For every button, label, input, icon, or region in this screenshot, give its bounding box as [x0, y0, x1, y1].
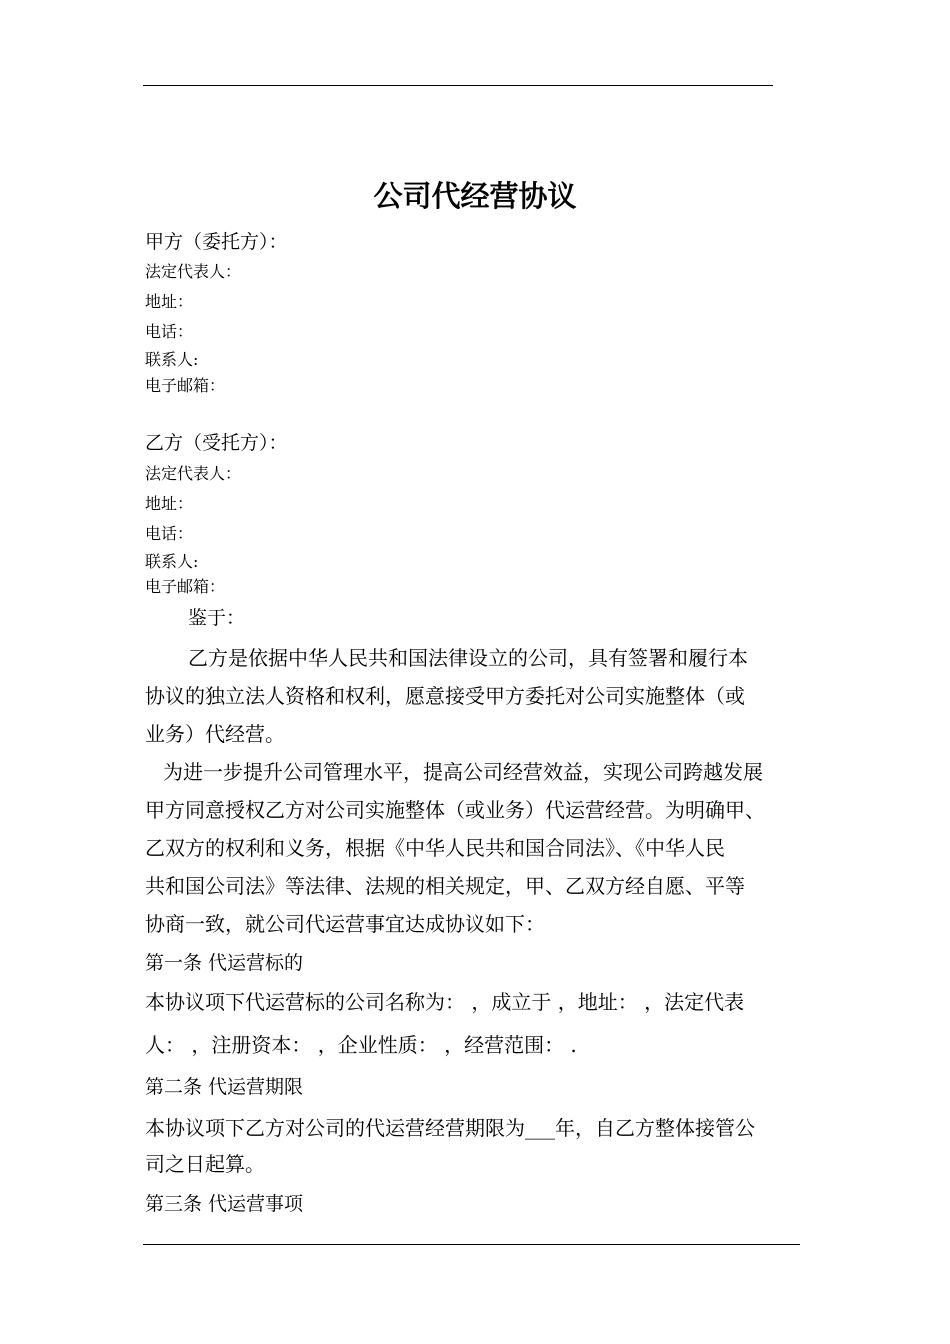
party-a-field: 地址：	[145, 292, 194, 311]
party-a-field: 电话：	[145, 322, 194, 341]
body-line: 为进一步提升公司管理水平，提高公司经营效益，实现公司跨越发展	[163, 760, 763, 784]
article-1-heading: 第一条 代运营标的	[145, 952, 304, 974]
party-a-field: 法定代表人：	[145, 262, 242, 281]
article-2-heading: 第二条 代运营期限	[145, 1076, 304, 1098]
body-line: 业务）代经营。	[145, 722, 285, 746]
body-line: 协议的独立法人资格和权利，愿意接受甲方委托对公司实施整体（或	[145, 684, 745, 708]
body-line: 乙双方的权利和义务，根据《中华人民共和国合同法》、《中华人民	[145, 836, 725, 860]
body-line: 乙方是依据中华人民共和国法律设立的公司，具有签署和履行本	[188, 646, 748, 670]
party-b-field: 电子邮箱：	[145, 577, 226, 596]
party-a-heading: 甲方（委托方）：	[145, 231, 288, 253]
body-line: 司之日起算。	[145, 1152, 265, 1176]
party-b-field: 地址：	[145, 494, 194, 513]
body-line: 甲方同意授权乙方对公司实施整体（或业务）代运营经营。为明确甲、	[145, 798, 765, 822]
whereas-heading: 鉴于：	[188, 607, 246, 629]
footer-rule	[143, 1244, 800, 1245]
party-a-field: 电子邮箱：	[145, 376, 226, 395]
body-line: 本协议项下乙方对公司的代运营经营期限为___年，自乙方整体接管公	[145, 1116, 755, 1140]
party-b-field: 联系人:	[145, 552, 199, 571]
party-b-field: 电话：	[145, 524, 194, 543]
party-a-field: 联系人:	[145, 350, 199, 369]
body-line: 协商一致，就公司代运营事宜达成协议如下：	[145, 912, 545, 936]
header-rule	[143, 85, 773, 86]
document-title: 公司代经营协议	[373, 179, 577, 213]
article-3-heading: 第三条 代运营事项	[145, 1193, 304, 1215]
body-line: 人： ，注册资本： ，企业性质： ，经营范围： .	[145, 1033, 577, 1057]
body-line: 本协议项下代运营标的公司名称为： ，成立于 ，地址： ，法定代表	[145, 990, 745, 1014]
body-line: 共和国公司法》等法律、法规的相关规定，甲、乙双方经自愿、平等	[145, 874, 745, 898]
party-b-field: 法定代表人：	[145, 464, 242, 483]
party-b-heading: 乙方（受托方）：	[145, 432, 288, 454]
